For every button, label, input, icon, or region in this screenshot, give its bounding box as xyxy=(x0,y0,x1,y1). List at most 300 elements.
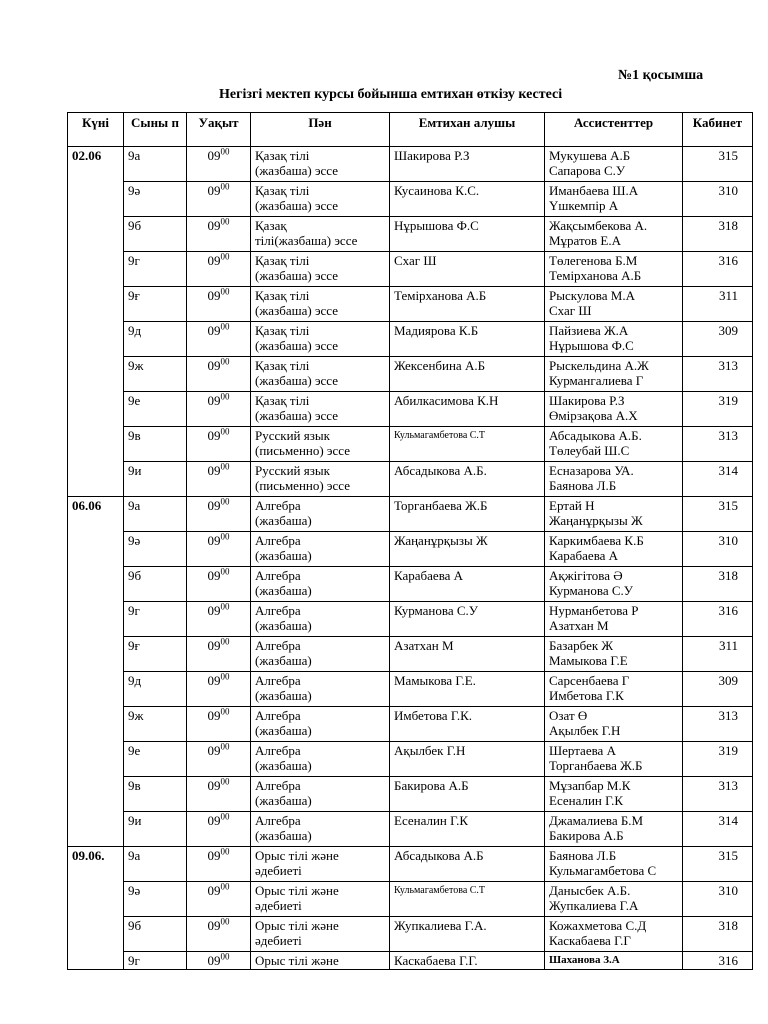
assistant-line-2: Үшкемпір А xyxy=(549,198,619,213)
assistants-cell xyxy=(545,287,683,322)
assistants-cell xyxy=(545,147,683,182)
subject-line-1: Қазақ xyxy=(255,218,287,233)
room-cell: 309 xyxy=(683,672,753,707)
subject-line-2: әдебиеті xyxy=(255,933,302,948)
time-cell xyxy=(187,217,251,252)
room-cell: 310 xyxy=(683,532,753,567)
subject-cell xyxy=(251,217,390,252)
room-cell: 313 xyxy=(683,427,753,462)
room-cell: 311 xyxy=(683,287,753,322)
class-cell: 9ж xyxy=(124,357,187,392)
time-minutes: 00 xyxy=(220,671,230,682)
room-cell: 310 xyxy=(683,882,753,917)
time-minutes: 00 xyxy=(220,951,230,962)
room-cell: 315 xyxy=(683,147,753,182)
room-cell: 318 xyxy=(683,217,753,252)
table-row xyxy=(68,707,753,742)
class-cell: 9б xyxy=(124,567,187,602)
assistants-cell xyxy=(545,777,683,812)
class-cell: 9д xyxy=(124,322,187,357)
subject-line-2: (письменно) эссе xyxy=(255,443,350,458)
class-cell: 9г xyxy=(124,952,187,970)
class-cell: 9г xyxy=(124,602,187,637)
subject-line-1: Алгебра xyxy=(255,498,301,513)
assistants-cell xyxy=(545,532,683,567)
assistants-cell xyxy=(545,707,683,742)
subject-line-1: Орыс тілі және xyxy=(255,883,339,898)
subject-cell xyxy=(251,602,390,637)
subject-cell xyxy=(251,497,390,532)
subject-cell xyxy=(251,322,390,357)
time-cell xyxy=(187,917,251,952)
examiner-cell: Жаңанұрқызы Ж xyxy=(390,532,545,567)
time-minutes: 00 xyxy=(220,461,230,472)
assistant-line-1: Иманбаева Ш.А xyxy=(549,183,639,198)
examiner-cell: Кульмагамбетова С.Т xyxy=(390,427,545,462)
assistant-line-1: Кожахметова С.Д xyxy=(549,918,647,933)
subject-line-2: (жазбаша) эссе xyxy=(255,303,339,318)
class-cell: 9ғ xyxy=(124,287,187,322)
time-hours: 09 xyxy=(207,708,221,723)
table-row xyxy=(68,322,753,357)
table-row xyxy=(68,287,753,322)
time-minutes: 00 xyxy=(220,321,230,332)
subject-line-1: Русский язык xyxy=(255,463,330,478)
subject-cell xyxy=(251,952,390,970)
subject-line-1: Алгебра xyxy=(255,533,301,548)
time-hours: 09 xyxy=(207,463,221,478)
time-hours: 09 xyxy=(207,568,221,583)
assistants-cell xyxy=(545,357,683,392)
time-hours: 09 xyxy=(207,533,221,548)
table-row xyxy=(68,637,753,672)
time-minutes: 00 xyxy=(220,216,230,227)
subject-line-2: (жазбаша) xyxy=(255,583,312,598)
subject-line-2: тілі(жазбаша) эссе xyxy=(255,233,358,248)
assistants-cell xyxy=(545,847,683,882)
assistants-cell xyxy=(545,917,683,952)
class-cell: 9ғ xyxy=(124,637,187,672)
time-minutes: 00 xyxy=(220,181,230,192)
subject-line-2: (жазбаша) xyxy=(255,688,312,703)
room-cell: 314 xyxy=(683,462,753,497)
room-cell: 313 xyxy=(683,777,753,812)
time-cell xyxy=(187,287,251,322)
time-minutes: 00 xyxy=(220,146,230,157)
assistant-line-2: Мамыкова Г.Е xyxy=(549,653,628,668)
time-hours: 09 xyxy=(207,848,221,863)
assistants-cell xyxy=(545,392,683,427)
examiner-cell: Абсадыкова А.Б. xyxy=(390,462,545,497)
assistant-line-2: Схаг Ш xyxy=(549,303,592,318)
table-row xyxy=(68,777,753,812)
room-cell: 316 xyxy=(683,952,753,970)
assistant-line-2: Есеналин Г.К xyxy=(549,793,624,808)
table-row xyxy=(68,847,753,882)
assistant-line-1: Ақжігітова Ә xyxy=(549,568,623,583)
assistant-line-1: Абсадыкова А.Б. xyxy=(549,428,642,443)
examiner-cell: Кульмагамбетова С.Т xyxy=(390,882,545,917)
header-class: Сыны п xyxy=(124,113,187,147)
room-cell: 318 xyxy=(683,917,753,952)
assistant-line-1: Есназарова УА. xyxy=(549,463,634,478)
table-row xyxy=(68,357,753,392)
assistants-cell xyxy=(545,567,683,602)
header-row xyxy=(68,113,753,147)
assistant-line-1: Жақсымбекова А. xyxy=(549,218,648,233)
subject-cell xyxy=(251,252,390,287)
assistant-line-1: Төлегенова Б.М xyxy=(549,253,638,268)
assistants-cell xyxy=(545,182,683,217)
header-assistants: Ассистенттер xyxy=(545,113,683,147)
examiner-cell: Абилкасимова К.Н xyxy=(390,392,545,427)
subject-cell xyxy=(251,392,390,427)
subject-line-2: (жазбаша) xyxy=(255,618,312,633)
time-hours: 09 xyxy=(207,813,221,828)
room-cell: 316 xyxy=(683,252,753,287)
table-row xyxy=(68,392,753,427)
subject-line-1: Алгебра xyxy=(255,743,301,758)
time-minutes: 00 xyxy=(220,496,230,507)
class-cell: 9а xyxy=(124,497,187,532)
subject-line-1: Орыс тілі және xyxy=(255,918,339,933)
time-hours: 09 xyxy=(207,393,221,408)
subject-line-1: Русский язык xyxy=(255,428,330,443)
table-row xyxy=(68,427,753,462)
subject-line-2: (жазбаша) xyxy=(255,828,312,843)
class-cell: 9д xyxy=(124,672,187,707)
time-cell xyxy=(187,252,251,287)
table-row xyxy=(68,567,753,602)
class-cell: 9г xyxy=(124,252,187,287)
subject-cell xyxy=(251,287,390,322)
assistants-cell xyxy=(545,637,683,672)
subject-line-1: Алгебра xyxy=(255,813,301,828)
time-cell xyxy=(187,952,251,970)
exam-date: 02.06 xyxy=(68,147,124,497)
time-minutes: 00 xyxy=(220,811,230,822)
time-hours: 09 xyxy=(207,918,221,933)
time-hours: 09 xyxy=(207,953,221,968)
time-hours: 09 xyxy=(207,323,221,338)
assistant-line-1: Джамалиева Б.М xyxy=(549,813,644,828)
assistants-cell xyxy=(545,252,683,287)
subject-line-1: Орыс тілі және xyxy=(255,848,339,863)
subject-line-2: (жазбаша) эссе xyxy=(255,268,339,283)
header-time: Уақыт xyxy=(187,113,251,147)
assistants-cell xyxy=(545,812,683,847)
subject-cell xyxy=(251,182,390,217)
time-hours: 09 xyxy=(207,743,221,758)
room-cell: 314 xyxy=(683,812,753,847)
time-minutes: 00 xyxy=(220,916,230,927)
class-cell: 9б xyxy=(124,217,187,252)
assistant-line-1: Сарсенбаева Г xyxy=(549,673,630,688)
assistant-line-1: Пайзиева Ж.А xyxy=(549,323,629,338)
assistant-line-1: Шаханова З.А xyxy=(549,954,620,966)
subject-line-2: (письменно) эссе xyxy=(255,478,350,493)
assistant-line-2: Азатхан М xyxy=(549,618,609,633)
room-cell: 315 xyxy=(683,497,753,532)
assistant-line-2: Темірханова А.Б xyxy=(549,268,642,283)
subject-line-1: Алгебра xyxy=(255,673,301,688)
assistant-line-2: Бакирова А.Б xyxy=(549,828,624,843)
time-minutes: 00 xyxy=(220,251,230,262)
assistant-line-2: Торганбаева Ж.Б xyxy=(549,758,643,773)
table-row xyxy=(68,917,753,952)
time-hours: 09 xyxy=(207,288,221,303)
time-hours: 09 xyxy=(207,218,221,233)
time-hours: 09 xyxy=(207,253,221,268)
table-row xyxy=(68,672,753,707)
table-row xyxy=(68,742,753,777)
subject-line-2: (жазбаша) xyxy=(255,653,312,668)
examiner-cell: Бакирова А.Б xyxy=(390,777,545,812)
assistants-cell xyxy=(545,742,683,777)
time-cell xyxy=(187,567,251,602)
assistant-line-2: Нұрышова Ф.С xyxy=(549,338,634,353)
subject-cell xyxy=(251,637,390,672)
room-cell: 318 xyxy=(683,567,753,602)
subject-line-2: (жазбаша) эссе xyxy=(255,373,339,388)
subject-line-2: (жазбаша) xyxy=(255,758,312,773)
assistant-line-2: Сапарова С.У xyxy=(549,163,626,178)
class-cell: 9а xyxy=(124,147,187,182)
time-minutes: 00 xyxy=(220,286,230,297)
assistants-cell xyxy=(545,497,683,532)
subject-line-1: Қазақ тілі xyxy=(255,323,310,338)
header-day: Күні xyxy=(68,113,124,147)
time-cell xyxy=(187,427,251,462)
time-cell xyxy=(187,182,251,217)
assistant-line-1: Ертай Н xyxy=(549,498,595,513)
class-cell: 9в xyxy=(124,777,187,812)
room-cell: 319 xyxy=(683,392,753,427)
subject-cell xyxy=(251,357,390,392)
time-cell xyxy=(187,742,251,777)
assistant-line-1: Рыскельдина А.Ж xyxy=(549,358,649,373)
schedule-body xyxy=(68,147,753,970)
assistants-cell xyxy=(545,602,683,637)
subject-line-2: (жазбаша) эссе xyxy=(255,198,339,213)
subject-cell xyxy=(251,672,390,707)
assistant-line-2: Өмірзақова А.Х xyxy=(549,408,638,423)
examiner-cell: Ақылбек Г.Н xyxy=(390,742,545,777)
examiner-cell: Азатхан М xyxy=(390,637,545,672)
subject-line-2: (жазбаша) xyxy=(255,793,312,808)
subject-cell xyxy=(251,917,390,952)
examiner-cell: Есеналин Г.К xyxy=(390,812,545,847)
time-cell xyxy=(187,777,251,812)
assistants-cell xyxy=(545,427,683,462)
time-minutes: 00 xyxy=(220,601,230,612)
time-hours: 09 xyxy=(207,148,221,163)
subject-cell xyxy=(251,532,390,567)
subject-line-2: (жазбаша) xyxy=(255,723,312,738)
room-cell: 311 xyxy=(683,637,753,672)
table-row xyxy=(68,217,753,252)
subject-line-1: Алгебра xyxy=(255,708,301,723)
time-minutes: 00 xyxy=(220,356,230,367)
subject-cell xyxy=(251,847,390,882)
time-minutes: 00 xyxy=(220,741,230,752)
subject-line-1: Қазақ тілі xyxy=(255,148,310,163)
table-row xyxy=(68,462,753,497)
assistant-line-1: Мукушева А.Б xyxy=(549,148,631,163)
examiner-cell: Темірханова А.Б xyxy=(390,287,545,322)
assistants-cell xyxy=(545,322,683,357)
subject-line-1: Қазақ тілі xyxy=(255,288,310,303)
table-row xyxy=(68,182,753,217)
assistant-line-2: Ақылбек Г.Н xyxy=(549,723,621,738)
subject-line-1: Алгебра xyxy=(255,778,301,793)
assistant-line-2: Каскабаева Г.Г xyxy=(549,933,631,948)
time-cell xyxy=(187,707,251,742)
subject-line-2: әдебиеті xyxy=(255,863,302,878)
header-subject: Пән xyxy=(251,113,390,147)
assistant-line-1: Озат Ө xyxy=(549,708,588,723)
assistant-line-2: Мұратов Е.А xyxy=(549,233,621,248)
subject-cell xyxy=(251,567,390,602)
subject-line-2: (жазбаша) xyxy=(255,513,312,528)
subject-line-1: Алгебра xyxy=(255,603,301,618)
assistant-line-2: Курмангалиева Г xyxy=(549,373,644,388)
table-row xyxy=(68,497,753,532)
subject-cell xyxy=(251,812,390,847)
time-minutes: 00 xyxy=(220,566,230,577)
examiner-cell: Имбетова Г.К. xyxy=(390,707,545,742)
time-hours: 09 xyxy=(207,883,221,898)
room-cell: 309 xyxy=(683,322,753,357)
assistant-line-1: Баянова Л.Б xyxy=(549,848,617,863)
time-minutes: 00 xyxy=(220,776,230,787)
time-minutes: 00 xyxy=(220,706,230,717)
time-hours: 09 xyxy=(207,603,221,618)
time-cell xyxy=(187,602,251,637)
time-minutes: 00 xyxy=(220,881,230,892)
subject-line-1: Алгебра xyxy=(255,568,301,583)
assistants-cell xyxy=(545,672,683,707)
time-cell xyxy=(187,392,251,427)
class-cell: 9ә xyxy=(124,532,187,567)
class-cell: 9б xyxy=(124,917,187,952)
assistant-line-2: Баянова Л.Б xyxy=(549,478,617,493)
examiner-cell: Схаг Ш xyxy=(390,252,545,287)
exam-schedule-table xyxy=(67,112,753,970)
header-examiner: Емтихан алушы xyxy=(390,113,545,147)
table-row xyxy=(68,812,753,847)
examiner-cell: Курманова С.У xyxy=(390,602,545,637)
subject-line-1: Қазақ тілі xyxy=(255,358,310,373)
examiner-cell: Карабаева А xyxy=(390,567,545,602)
assistants-cell xyxy=(545,882,683,917)
examiner-cell: Нұрышова Ф.С xyxy=(390,217,545,252)
assistant-line-2: Төлеубай Ш.С xyxy=(549,443,630,458)
time-minutes: 00 xyxy=(220,391,230,402)
time-hours: 09 xyxy=(207,183,221,198)
time-hours: 09 xyxy=(207,638,221,653)
assistant-line-1: Данысбек А.Б. xyxy=(549,883,631,898)
examiner-cell: Каскабаева Г.Г. xyxy=(390,952,545,970)
assistant-line-2: Курманова С.У xyxy=(549,583,633,598)
examiner-cell: Мадиярова К.Б xyxy=(390,322,545,357)
assistant-line-2: Имбетова Г.К xyxy=(549,688,624,703)
subject-cell xyxy=(251,882,390,917)
time-cell xyxy=(187,812,251,847)
room-cell: 313 xyxy=(683,357,753,392)
time-hours: 09 xyxy=(207,498,221,513)
assistant-line-1: Шертаева А xyxy=(549,743,616,758)
subject-cell xyxy=(251,742,390,777)
room-cell: 315 xyxy=(683,847,753,882)
time-cell xyxy=(187,672,251,707)
table-row xyxy=(68,147,753,182)
header-room: Кабинет xyxy=(683,113,753,147)
subject-line-2: әдебиеті xyxy=(255,898,302,913)
assistant-line-2: Жаңанұрқызы Ж xyxy=(549,513,643,528)
examiner-cell: Кусаинова К.С. xyxy=(390,182,545,217)
time-cell xyxy=(187,147,251,182)
time-hours: 09 xyxy=(207,778,221,793)
subject-line-1: Алгебра xyxy=(255,638,301,653)
room-cell: 319 xyxy=(683,742,753,777)
class-cell: 9и xyxy=(124,462,187,497)
time-minutes: 00 xyxy=(220,636,230,647)
table-row xyxy=(68,882,753,917)
time-minutes: 00 xyxy=(220,531,230,542)
assistants-cell xyxy=(545,952,683,970)
time-cell xyxy=(187,882,251,917)
assistants-cell xyxy=(545,462,683,497)
assistant-line-1: Каркимбаева К.Б xyxy=(549,533,644,548)
annex-label: №1 қосымша xyxy=(618,68,704,83)
time-minutes: 00 xyxy=(220,426,230,437)
assistant-line-2: Жупкалиева Г.А xyxy=(549,898,639,913)
time-cell xyxy=(187,462,251,497)
assistant-line-1: Нурманбетова Р xyxy=(549,603,639,618)
page-title: Негізгі мектеп курсы бойынша емтихан өткізу кестесі xyxy=(219,87,563,102)
subject-line-1: Орыс тілі және xyxy=(255,953,339,968)
assistants-cell xyxy=(545,217,683,252)
exam-date: 06.06 xyxy=(68,497,124,847)
assistant-line-1: Базарбек Ж xyxy=(549,638,614,653)
subject-line-2: (жазбаша) эссе xyxy=(255,163,339,178)
class-cell: 9в xyxy=(124,427,187,462)
time-cell xyxy=(187,357,251,392)
exam-date: 09.06. xyxy=(68,847,124,970)
subject-line-2: (жазбаша) эссе xyxy=(255,338,339,353)
subject-line-1: Қазақ тілі xyxy=(255,393,310,408)
examiner-cell: Жексенбина А.Б xyxy=(390,357,545,392)
table-row xyxy=(68,252,753,287)
class-cell: 9ә xyxy=(124,182,187,217)
assistant-line-2: Кульмагамбетова С xyxy=(549,863,657,878)
time-minutes: 00 xyxy=(220,846,230,857)
time-hours: 09 xyxy=(207,428,221,443)
time-cell xyxy=(187,532,251,567)
time-cell xyxy=(187,322,251,357)
class-cell: 9а xyxy=(124,847,187,882)
subject-cell xyxy=(251,707,390,742)
room-cell: 316 xyxy=(683,602,753,637)
class-cell: 9и xyxy=(124,812,187,847)
table-row xyxy=(68,602,753,637)
examiner-cell: Мамыкова Г.Е. xyxy=(390,672,545,707)
table-row xyxy=(68,952,753,970)
time-hours: 09 xyxy=(207,673,221,688)
assistant-line-1: Рыскулова М.А xyxy=(549,288,635,303)
examiner-cell: Шакирова Р.З xyxy=(390,147,545,182)
